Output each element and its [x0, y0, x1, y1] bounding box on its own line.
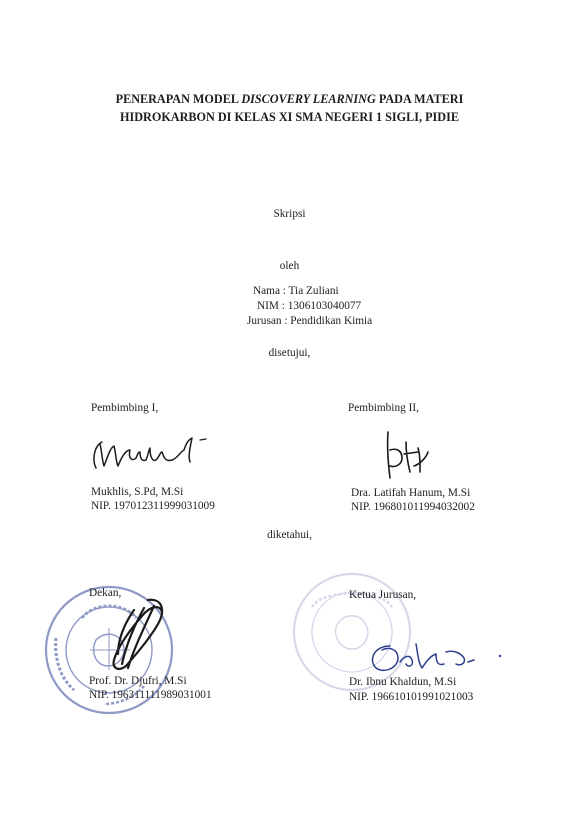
supervisor2-name: Dra. Latifah Hanum, M.Si — [351, 487, 471, 499]
dean-signature — [104, 594, 168, 674]
dean-name: Prof. Dr. Djufri, M.Si — [89, 675, 187, 687]
student-department: Jurusan : Pendidikan Kimia — [247, 315, 373, 327]
known-label: diketahui, — [267, 529, 312, 541]
department-head-signature — [364, 638, 514, 678]
supervisor1-name: Mukhlis, S.Pd, M.Si — [91, 486, 184, 498]
student-nim: NIM : 1306103040077 — [257, 300, 362, 312]
dean-nip: NIP. 196311111989031001 — [89, 689, 212, 701]
supervisor1-signature — [88, 430, 218, 480]
thesis-title-line2: HIDROKARBON DI KELAS XI SMA NEGERI 1 SIGLI, PIDIE — [120, 110, 459, 124]
department-head-name: Dr. Ibnu Khaldun, M.Si — [349, 676, 457, 688]
supervisor2-signature — [378, 428, 438, 484]
approved-label: disetujui, — [268, 347, 311, 359]
supervisor2-nip: NIP. 196801011994032002 — [351, 501, 475, 513]
supervisor1-nip: NIP. 197012311999031009 — [91, 500, 215, 512]
by-label: oleh — [279, 260, 300, 272]
thesis-title-line1: PENERAPAN MODEL DISCOVERY LEARNING PADA MATERI — [115, 92, 464, 106]
dean-role: Dekan, — [89, 587, 122, 599]
thesis-title — [0, 90, 579, 126]
document-type: Skripsi — [273, 208, 306, 220]
student-name: Nama : Tia Zuliani — [253, 285, 339, 297]
supervisor2-role: Pembimbing II, — [348, 402, 419, 414]
department-head-role: Ketua Jurusan, — [349, 589, 417, 601]
supervisor1-role: Pembimbing I, — [91, 402, 159, 414]
department-head-nip: NIP. 196610101991021003 — [349, 691, 474, 703]
